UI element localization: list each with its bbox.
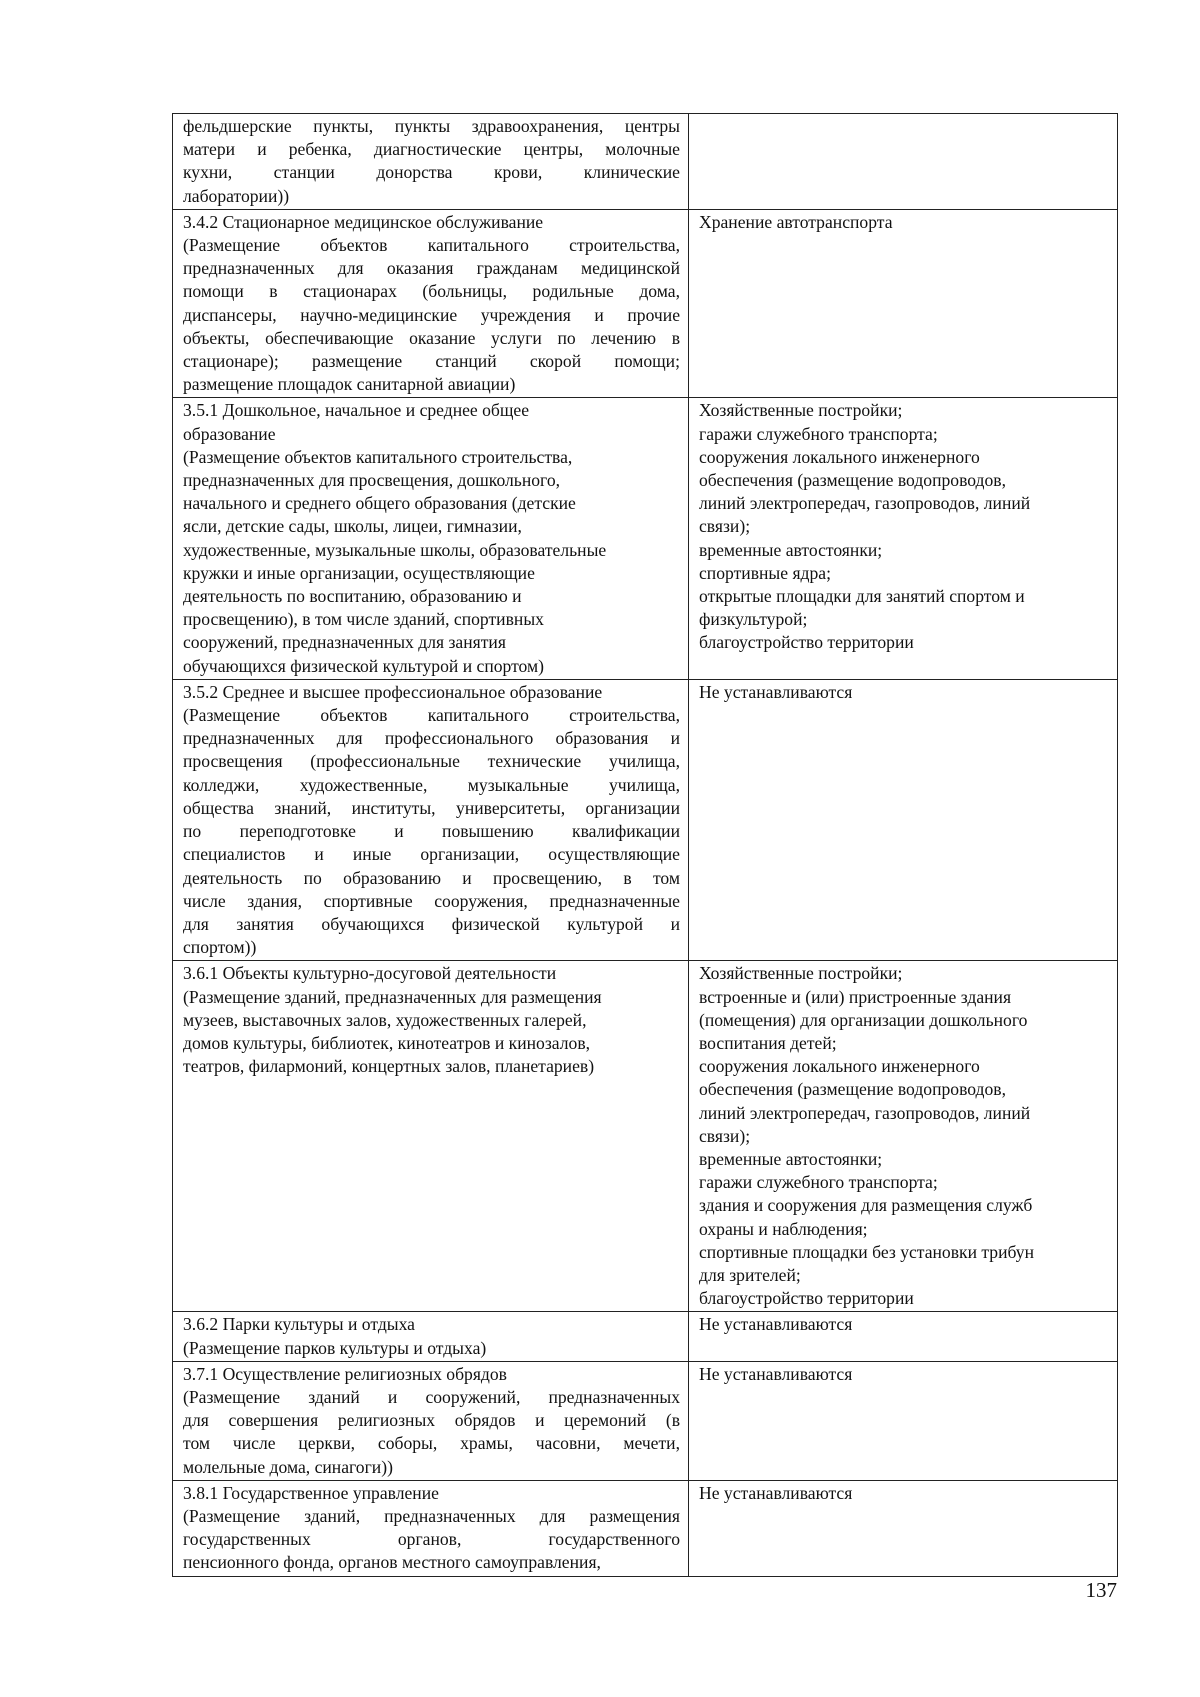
cell-text-line: линий электропередач, газопроводов, линий [699, 1102, 1031, 1123]
land-use-type-cell [173, 679, 689, 960]
land-use-type-cell [173, 114, 689, 210]
cell-text-line: Хозяйственные постройки; [699, 400, 903, 421]
table-row [173, 1361, 1118, 1480]
table-row [173, 961, 1118, 1312]
cell-text-line: для совершения религиозных обрядов и церемоний (в [183, 1410, 680, 1431]
cell-text-line: кружки и иные организации, осуществляющие [183, 562, 535, 583]
cell-text-line: сооружения локального инженерного [699, 1056, 980, 1077]
cell-text-line: предназначенных для профессионального образования и [183, 728, 680, 749]
cell-text-line: ясли, детские сады, школы, лицеи, гимназии, [183, 516, 522, 537]
cell-text-line: Хозяйственные постройки; [699, 963, 903, 984]
cell-text-line: встроенные и (или) пристроенные здания [699, 986, 1012, 1007]
cell-text-line: размещение площадок санитарной авиации) [183, 374, 516, 395]
cell-text-line: Хранение автотранспорта [699, 211, 893, 232]
cell-text-line: колледжи, художественные, музыкальные училища, [183, 774, 680, 795]
cell-text-line: пенсионного фонда, органов местного самоуправления, [183, 1552, 601, 1573]
table-row [173, 1312, 1118, 1361]
cell-text-line: воспитания детей; [699, 1032, 837, 1053]
cell-text-line: обучающихся физической культурой и спортом) [183, 655, 545, 676]
cell-text-line: гаражи служебного транспорта; [699, 423, 938, 444]
cell-text-line: физкультурой; [699, 609, 808, 630]
cell-text-line: (Размещение парков культуры и отдыха) [183, 1337, 487, 1358]
cell-text-line: (Размещение объектов капитального строительства, [183, 235, 680, 256]
auxiliary-use-cell [689, 1480, 1118, 1576]
cell-text-line: начального и среднего общего образования (детские [183, 493, 576, 514]
cell-text-line: (Размещение объектов капитального строительства, [183, 705, 680, 726]
cell-text-line: 3.5.2 Среднее и высшее профессиональное образование [183, 681, 603, 702]
cell-text-line: специалистов и иные организации, осуществляющие [183, 844, 680, 865]
cell-text-line: Не устанавливаются [699, 681, 853, 702]
cell-text-line: 3.8.1 Государственное управление [183, 1482, 439, 1503]
auxiliary-use-cell [689, 209, 1118, 398]
cell-text-line: гаражи служебного транспорта; [699, 1172, 938, 1193]
cell-text-line: сооружения локального инженерного [699, 446, 980, 467]
land-use-type-cell [173, 961, 689, 1312]
cell-text-line: по переподготовке и повышению квалификации [183, 821, 680, 842]
cell-text-line: помощи в стационарах (больницы, родильные дома, [183, 281, 680, 302]
cell-text-line: 3.4.2 Стационарное медицинское обслуживание [183, 211, 544, 232]
cell-text-line: (помещения) для организации дошкольного [699, 1009, 1028, 1030]
table-body [173, 114, 1118, 1577]
cell-text-line: том числе церкви, соборы, храмы, часовни, мечети, [183, 1433, 680, 1454]
page-number: 137 [1085, 1578, 1117, 1602]
cell-text-line: просвещения (профессиональные технические училища, [183, 751, 680, 772]
cell-text-line: обеспечения (размещение водопроводов, [699, 470, 1007, 491]
cell-text-line: просвещению), в том числе зданий, спортивных [183, 609, 544, 630]
cell-text-line: (Размещение зданий, предназначенных для размещения [183, 986, 602, 1007]
auxiliary-use-cell [689, 1312, 1118, 1361]
table-row [173, 679, 1118, 960]
cell-text-line: молельные дома, синагоги)) [183, 1456, 393, 1477]
table-row [173, 1480, 1118, 1576]
cell-text-line: Не устанавливаются [699, 1482, 853, 1503]
cell-text-line: 3.7.1 Осуществление религиозных обрядов [183, 1363, 507, 1384]
cell-text-line: (Размещение зданий, предназначенных для размещения [183, 1505, 680, 1526]
cell-text-line: государственных органов, государственного [183, 1529, 680, 1550]
cell-text-line: диспансеры, научно-медицинские учреждения и прочие [183, 304, 680, 325]
land-use-type-cell [173, 1480, 689, 1576]
auxiliary-use-cell [689, 961, 1118, 1312]
cell-text-line: связи); [699, 516, 751, 537]
auxiliary-use-cell [689, 679, 1118, 960]
land-use-table [172, 113, 1118, 1577]
cell-text-line: спортивные площадки без установки трибун [699, 1241, 1035, 1262]
cell-text-line: спортивные ядра; [699, 562, 831, 583]
cell-text-line: театров, филармоний, концертных залов, планетариев) [183, 1056, 595, 1077]
auxiliary-use-cell [689, 1361, 1118, 1480]
land-use-type-cell [173, 209, 689, 398]
cell-text-line: 3.5.1 Дошкольное, начальное и среднее общее [183, 400, 530, 421]
cell-text-line: Не устанавливаются [699, 1363, 853, 1384]
cell-text-line: благоустройство территории [699, 632, 914, 653]
cell-text-line: охраны и наблюдения; [699, 1218, 868, 1239]
cell-text-line: благоустройство территории [699, 1288, 914, 1309]
cell-text-line: музеев, выставочных залов, художественных галерей, [183, 1009, 587, 1030]
cell-text-line: предназначенных для оказания гражданам медицинской [183, 258, 680, 279]
land-use-type-cell [173, 398, 689, 679]
cell-text-line: матери и ребенка, диагностические центры, молочные [183, 139, 680, 160]
cell-text-line: числе здания, спортивные сооружения, предназначенные [183, 890, 680, 911]
cell-text-line: образование [183, 423, 276, 444]
cell-text-line: Не устанавливаются [699, 1314, 853, 1335]
table-row [173, 209, 1118, 398]
cell-text-line: сооружений, предназначенных для занятия [183, 632, 506, 653]
cell-text-line: художественные, музыкальные школы, образовательные [183, 539, 607, 560]
cell-text-line: (Размещение зданий и сооружений, предназначенных [183, 1386, 680, 1407]
cell-text-line: объекты, обеспечивающие оказание услуги по лечению в [183, 327, 680, 348]
cell-text-line: спортом)) [183, 937, 257, 958]
cell-text-line: обеспечения (размещение водопроводов, [699, 1079, 1007, 1100]
cell-text-line: линий электропередач, газопроводов, линий [699, 493, 1031, 514]
cell-text-line: деятельность по воспитанию, образованию и [183, 586, 522, 607]
table-row [173, 398, 1118, 679]
table-row [173, 114, 1118, 210]
cell-text-line: кухни, станции донорства крови, клинические [183, 162, 680, 183]
auxiliary-use-cell [689, 398, 1118, 679]
cell-text-line: общества знаний, институты, университеты, организации [183, 797, 680, 818]
cell-text-line: предназначенных для просвещения, дошкольного, [183, 470, 561, 491]
cell-text-line: деятельность по образованию и просвещению, в том [183, 867, 680, 888]
cell-text-line: временные автостоянки; [699, 539, 883, 560]
cell-text-line: стационаре); размещение станций скорой помощи; [183, 351, 680, 372]
cell-text-line: домов культуры, библиотек, кинотеатров и кинозалов, [183, 1032, 591, 1053]
cell-text-line: здания и сооружения для размещения служб [699, 1195, 1033, 1216]
cell-text-line: временные автостоянки; [699, 1148, 883, 1169]
cell-text-line: фельдшерские пункты, пункты здравоохранения, центры [183, 116, 680, 136]
land-use-type-cell [173, 1312, 689, 1361]
cell-text-line: лаборатории)) [183, 185, 290, 206]
auxiliary-use-cell [689, 114, 1118, 210]
land-use-type-cell [173, 1361, 689, 1480]
cell-text-line: для занятия обучающихся физической культурой и [183, 913, 680, 934]
cell-text-line: (Размещение объектов капитального строительства, [183, 446, 573, 467]
cell-text-line: открытые площадки для занятий спортом и [699, 586, 1025, 607]
cell-text-line: связи); [699, 1125, 751, 1146]
cell-text-line: для зрителей; [699, 1264, 801, 1285]
cell-text-line: 3.6.1 Объекты культурно-досуговой деятельности [183, 963, 557, 984]
cell-text-line: 3.6.2 Парки культуры и отдыха [183, 1314, 415, 1335]
